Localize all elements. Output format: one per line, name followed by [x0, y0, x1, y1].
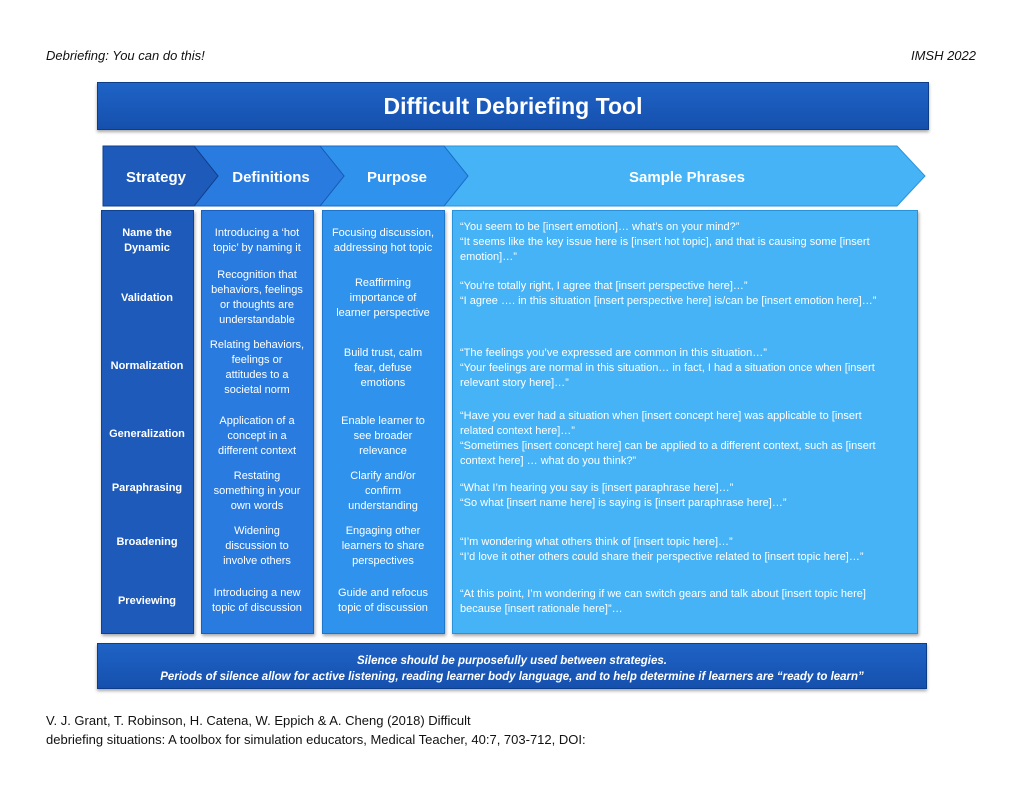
row-definition-line: different context [217, 445, 297, 457]
row-purpose-line: learners to share [341, 540, 425, 552]
citation-line-2: debriefing situations: A toolbox for simulation educators, Medical Teacher, 40:7, 703-712, DOI: [46, 732, 586, 747]
row-purpose-line: see broader [353, 430, 413, 442]
row-definition [202, 338, 312, 398]
row-purpose-line: addressing hot topic [333, 242, 433, 254]
row-purpose [323, 226, 443, 256]
row-strategy [102, 427, 192, 442]
row-phrase-line: “At this point, I’m wondering if we can switch gears and talk about [insert topic here] [460, 588, 866, 600]
row-definition-line: feelings or [231, 354, 283, 366]
row-purpose-line: topic of discussion [338, 602, 428, 614]
row-purpose [323, 524, 443, 569]
row-definition-line: attitudes to a [225, 369, 289, 381]
row-strategy-line: Dynamic [124, 242, 170, 254]
row-phrase-line: “It seems like the key issue here is [insert hot topic], and that is causing some [insert [460, 236, 870, 248]
row-phrases [460, 535, 910, 565]
row-phrase-line: “You seem to be [insert emotion]… what’s on your mind?” [460, 221, 740, 233]
row-definition [202, 469, 312, 514]
row-phrase-line: because [insert rationale here]”… [460, 603, 623, 615]
row-phrase-line: context here] … what do you think?” [460, 455, 637, 467]
row-strategy [102, 359, 192, 374]
row-purpose [323, 586, 443, 616]
column-header-purpose: Purpose [366, 169, 427, 186]
row-definition [202, 226, 312, 256]
row-purpose-line: Guide and refocus [338, 587, 428, 599]
header-right-text: IMSH 2022 [910, 48, 976, 63]
row-phrase-line: “So what [insert name here] is saying is [insert paraphrase here]…” [460, 497, 787, 509]
citation-line-1: V. J. Grant, T. Robinson, H. Catena, W. Eppich & A. Cheng (2018) Difficult [46, 713, 471, 728]
row-definition-line: Application of a [219, 415, 295, 427]
row-strategy [102, 481, 192, 496]
row-definition-line: Relating behaviors, [209, 339, 305, 351]
row-definition [202, 524, 312, 569]
row-phrase-line: “Have you ever had a situation when [insert concept here] was applicable to [insert [460, 410, 862, 422]
row-phrases [460, 220, 910, 265]
row-definition-line: behaviors, feelings [211, 284, 303, 296]
footer-line-2: Periods of silence allow for active listening, reading learner body language, and to help determine if learners are “ready to learn” [160, 671, 864, 683]
row-purpose [323, 346, 443, 391]
row-strategy-line: Broadening [116, 536, 178, 548]
row-phrase-line: “I agree …. in this situation [insert perspective here] is/can be [insert emotion here]…” [460, 295, 877, 307]
row-purpose-line: relevance [359, 445, 407, 457]
header-left-text: Debriefing: You can do this! [46, 48, 205, 63]
row-purpose-line: emotions [360, 377, 406, 389]
column-header-sample-phrases: Sample Phrases [629, 169, 745, 186]
row-strategy-line: Validation [121, 292, 173, 304]
row-purpose-line: Enable learner to [341, 415, 425, 427]
citation [46, 711, 586, 749]
row-phrase-line: “I’d love it other others could share their perspective related to [insert topic here]…” [460, 551, 864, 563]
row-definition-line: topic’ by naming it [213, 242, 301, 254]
row-purpose-line: Build trust, calm [343, 347, 423, 359]
strategy-column [101, 210, 194, 634]
row-definition-line: Restating [233, 470, 281, 482]
row-purpose-line: understanding [348, 500, 418, 512]
row-definition-line: societal norm [224, 384, 290, 396]
column-header-definitions: Definitions [232, 169, 310, 186]
row-definition-line: understandable [219, 314, 295, 326]
row-definition-line: Introducing a new [213, 587, 301, 599]
row-purpose-line: Focusing discussion, [331, 227, 435, 239]
row-phrase-line: “What I’m hearing you say is [insert paraphrase here]…” [460, 482, 734, 494]
row-phrase-line: “You’re totally right, I agree that [insert perspective here]…” [460, 280, 748, 292]
row-strategy [102, 291, 192, 306]
row-purpose-line: Reaffirming [354, 277, 412, 289]
footer-line-1: Silence should be purposefully used between strategies. [357, 655, 667, 667]
row-strategy [102, 226, 192, 256]
row-phrases [460, 587, 910, 617]
row-purpose-line: importance of [349, 292, 417, 304]
row-purpose-line: Clarify and/or [350, 470, 416, 482]
row-phrases [460, 409, 910, 469]
row-definition [202, 414, 312, 459]
row-definition-line: own words [230, 500, 284, 512]
row-definition-line: Recognition that [217, 269, 297, 281]
row-purpose [323, 414, 443, 459]
row-purpose [323, 276, 443, 321]
row-purpose-line: fear, defuse [354, 362, 412, 374]
row-phrase-line: “Your feelings are normal in this situation… in fact, I had a situation once when [insert [460, 362, 875, 374]
row-phrase-line: related context here]…” [460, 425, 575, 437]
row-strategy-line: Generalization [109, 428, 185, 440]
row-strategy-line: Name the [122, 227, 172, 239]
row-phrases [460, 481, 910, 511]
row-definition-line: concept in a [227, 430, 287, 442]
row-phrase-line: “The feelings you’ve expressed are common in this situation…” [460, 347, 767, 359]
row-phrases [460, 279, 910, 309]
row-phrase-line: “Sometimes [insert concept here] can be applied to a different context, such as [insert [460, 440, 876, 452]
row-purpose-line: confirm [364, 485, 402, 497]
row-definition-line: involve others [223, 555, 291, 567]
row-phrases [460, 346, 910, 391]
row-definition-line: discussion to [225, 540, 289, 552]
column-header-strategy: Strategy [125, 169, 187, 186]
row-strategy-line: Paraphrasing [111, 482, 183, 494]
row-purpose-line: perspectives [352, 555, 414, 567]
row-definition-line: Widening [234, 525, 280, 537]
silence-footer-banner [97, 643, 927, 689]
row-purpose [323, 469, 443, 514]
row-definition [202, 586, 312, 616]
row-phrase-line: relevant story here]…” [460, 377, 569, 389]
row-definition-line: something in your [213, 485, 301, 497]
row-definition [202, 268, 312, 328]
row-definition-line: topic of discussion [212, 602, 302, 614]
row-strategy-line: Normalization [110, 360, 184, 372]
row-purpose-line: learner perspective [336, 307, 430, 319]
row-definition-line: Introducing a ‘hot [214, 227, 300, 239]
row-strategy-line: Previewing [117, 595, 177, 607]
row-purpose-line: Engaging other [345, 525, 421, 537]
row-strategy [102, 535, 192, 550]
row-strategy [102, 594, 192, 609]
tool-title: Difficult Debriefing Tool [383, 92, 643, 119]
row-phrase-line: emotion]…” [460, 251, 517, 263]
row-definition-line: or thoughts are [220, 299, 294, 311]
row-phrase-line: “I’m wondering what others think of [insert topic here]…” [460, 536, 733, 548]
